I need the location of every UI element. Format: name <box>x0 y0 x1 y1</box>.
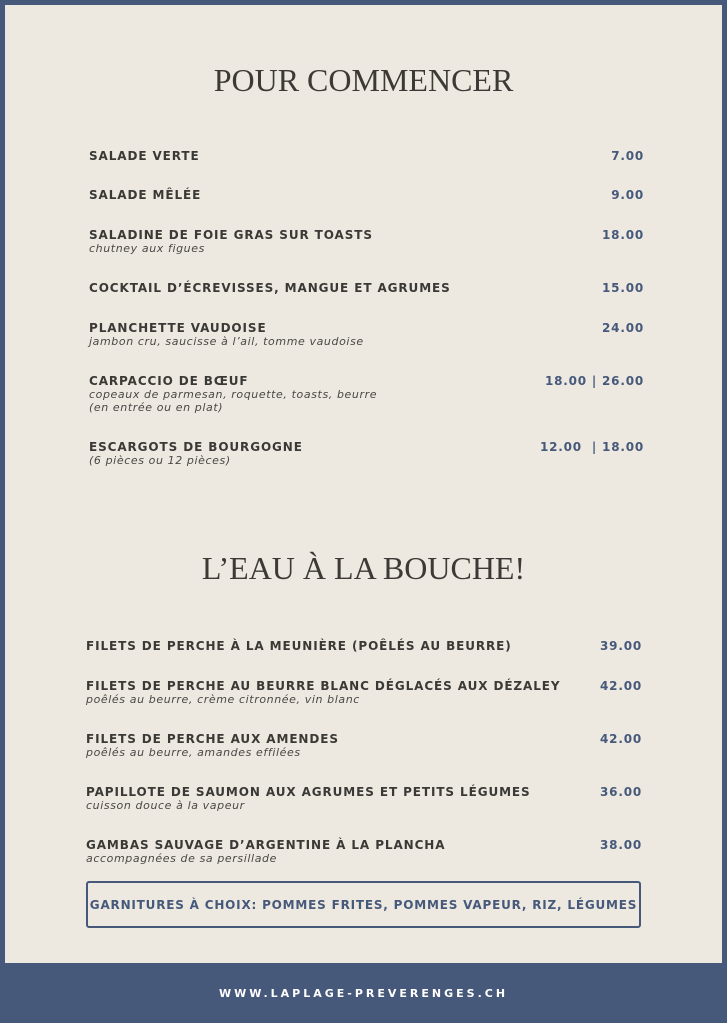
item-description: poêlés au beurre, crème citronnée, vin blanc <box>86 693 360 706</box>
item-price: 7.00 <box>611 149 644 163</box>
item-name: CARPACCIO DE BŒUF <box>89 374 249 388</box>
item-name: ESCARGOTS DE BOURGOGNE <box>89 440 303 454</box>
item-description: chutney aux figues <box>89 242 205 255</box>
item-name: FILETS DE PERCHE AU BEURRE BLANC DÉGLACÉS AUX DÉZALEY <box>86 679 561 693</box>
item-name: FILETS DE PERCHE AUX AMENDES <box>86 732 339 746</box>
item-description: jambon cru, saucisse à l’ail, tomme vaudoise <box>89 335 364 348</box>
item-name: SALADE MÊLÉE <box>89 188 202 202</box>
item-name: GAMBAS SAUVAGE D’ARGENTINE À LA PLANCHA <box>86 838 446 852</box>
menu-item <box>89 149 644 163</box>
item-price: 42.00 <box>600 732 642 746</box>
item-price: 38.00 <box>600 838 642 852</box>
item-description: (6 pièces ou 12 pièces) <box>89 454 231 467</box>
item-name: FILETS DE PERCHE À LA MEUNIÈRE (POÊLÉS AU BEURRE) <box>86 639 512 653</box>
menu-item <box>86 732 642 759</box>
garnish-box <box>86 881 641 928</box>
menu-item <box>89 281 644 295</box>
item-name: PAPILLOTE DE SAUMON AUX AGRUMES ET PETITS LÉGUMES <box>86 785 531 799</box>
item-price: 24.00 <box>602 321 644 335</box>
menu-item <box>89 228 644 255</box>
menu-item <box>86 679 642 706</box>
item-name: PLANCHETTE VAUDOISE <box>89 321 267 335</box>
item-price: 18.00 <box>602 228 644 242</box>
item-price: 36.00 <box>600 785 642 799</box>
item-description: accompagnées de sa persillade <box>86 852 277 865</box>
menu-item <box>89 440 644 467</box>
footer <box>0 963 727 1023</box>
item-price: 15.00 <box>602 281 644 295</box>
item-description: cuisson douce à la vapeur <box>86 799 245 812</box>
section-title-mains: L’EAU À LA BOUCHE! <box>201 550 526 586</box>
item-price: 9.00 <box>611 188 644 202</box>
item-price: 39.00 <box>600 639 642 653</box>
section-title-starters: POUR COMMENCER <box>213 62 514 98</box>
menu-item <box>86 785 642 812</box>
menu-item <box>86 639 642 653</box>
menu-item <box>86 838 642 865</box>
garnish-text: GARNITURES À CHOIX: POMMES FRITES, POMMES VAPEUR, RIZ, LÉGUMES <box>89 897 638 912</box>
item-name: SALADINE DE FOIE GRAS SUR TOASTS <box>89 228 373 242</box>
item-price: 42.00 <box>600 679 642 693</box>
menu-item <box>89 188 644 202</box>
menu-item <box>89 321 644 348</box>
menu-item <box>89 374 644 414</box>
item-description: poêlés au beurre, amandes effilées <box>86 746 301 759</box>
item-description-note: (en entrée ou en plat) <box>89 401 224 414</box>
website-link[interactable]: WWW.LAPLAGE-PREVERENGES.CH <box>218 986 509 1000</box>
item-description: copeaux de parmesan, roquette, toasts, beurre <box>89 388 378 401</box>
item-name: COCKTAIL D’ÉCREVISSES, MANGUE ET AGRUMES <box>89 281 451 295</box>
item-price: 18.00 | 26.00 <box>544 374 644 388</box>
item-price: 12.00 | 18.00 <box>539 440 644 454</box>
item-name: SALADE VERTE <box>89 149 200 163</box>
